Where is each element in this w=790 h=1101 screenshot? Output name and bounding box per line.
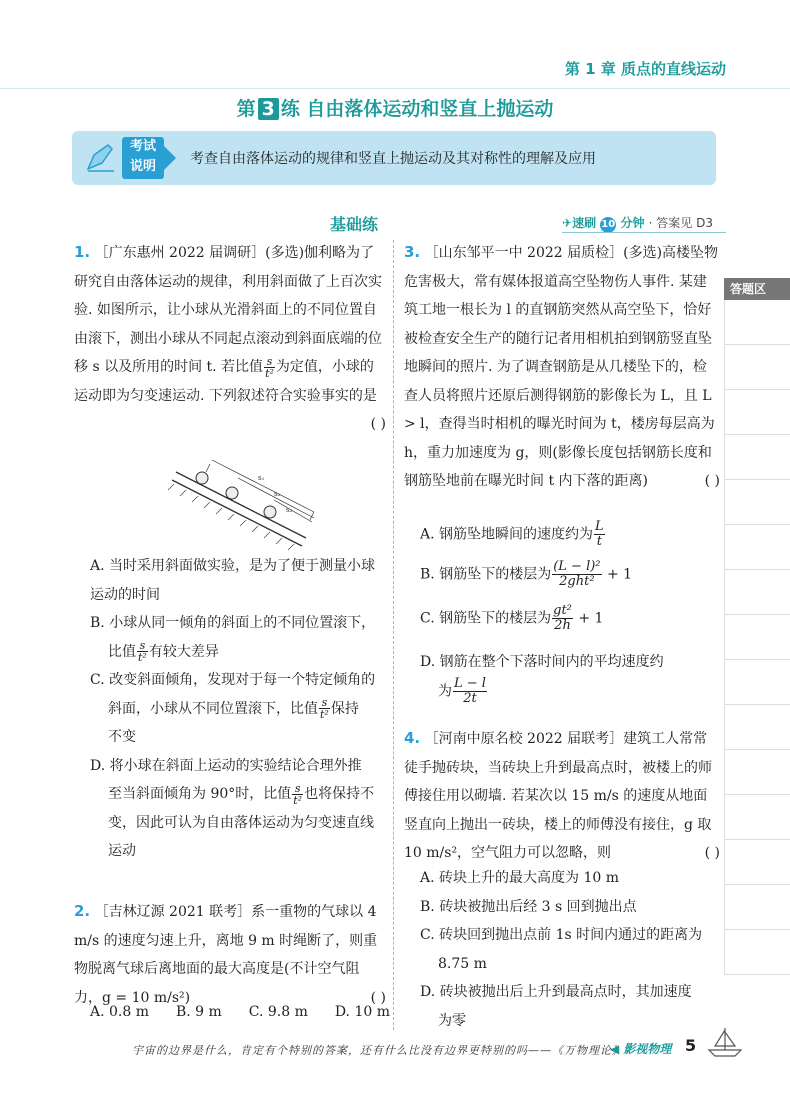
question-2 (74, 897, 386, 1012)
answer-bracket: ( ) (704, 845, 720, 861)
question-number: 3. (404, 243, 421, 261)
section-title: 基础练 (330, 215, 379, 234)
minutes-badge: 10 (600, 217, 616, 233)
option-c[interactable]: C. 钢筋坠下的楼层为 $\frac{\text{gt²}}{2h}$ + 1 (420, 603, 604, 633)
ball-3 (264, 506, 276, 518)
page-number: 5 (685, 1036, 697, 1055)
option-c[interactable]: C. 9.8 m (248, 1004, 308, 1020)
exam-tag-line2: 说明 (129, 159, 156, 174)
option-d[interactable]: D. 砖块被抛出后上升到最高点时，其加速度 为零 (420, 984, 692, 1029)
option-a[interactable]: A. 钢筋坠地瞬间的速度约为 $\frac{L}{t}$ (420, 519, 604, 549)
footer-quote: 宇宙的边界是什么，肯定有个特别的答案，还有什么比没有边界更特别的吗——《万物理论》 (132, 1044, 624, 1057)
ball-1 (196, 472, 208, 484)
question-1-text: ［广东惠州 2022 届调研］(多选)伽利略为了研究自由落体运动的规律，利用斜面做了上百次实验. 如图所示，让小球从光滑斜面上的不同位置自由滚下，测出小球从不同起点滚动到斜面底端的位移 s 以及所用的时间 t. 若比值 (74, 245, 382, 375)
answer-reference: · 答案见 D3 (648, 216, 713, 230)
option-d[interactable]: D. 10 m (334, 1004, 390, 1020)
speed-text: 速刷 (572, 216, 597, 230)
ship-icon (705, 1024, 745, 1058)
question-1 (74, 238, 386, 439)
exam-description-text: 考查自由落体运动的规律和竖直上抛运动及其对称性的理解及应用 (190, 151, 596, 167)
answer-bracket: ( ) (704, 473, 720, 489)
ratio-fraction: $\frac{s}{\text{t²}}$ (138, 639, 147, 664)
speed-underline (562, 232, 726, 233)
option-c[interactable]: C. 改变斜面倾角，发现对于每一个特定倾角的 斜面，小球从不同位置滚下，比值 $\frac{s}{\text{t²}}$ 保持 不变 (90, 666, 388, 752)
title-prefix: 第 (236, 98, 256, 120)
exam-tag (122, 137, 164, 179)
s3-label: s₃ (286, 506, 293, 514)
option-d[interactable]: D. 钢筋在整个下落时间内的平均速度约 为 $\frac{L - l}{2t}$ (420, 648, 720, 706)
option-b[interactable]: B. 砖块被抛出后经 3 s 回到抛出点 (420, 898, 637, 915)
question-3-text: ［山东邹平一中 2022 届质检］(多选)高楼坠物危害极大，常有媒体报道高空坠物伤人事件. 某建筑工地一根长为 l 的直钢筋突然从高空坠下，恰好被检查安全生产的随行记者用相机拍到钢筋竖直坠地瞬间的照片. 为了调查钢筋是从几楼坠下的，检查人员将照片还原后测得钢筋的影像长为 L，且 L > l，查得当时相机的曝光时间为 t，楼房每层高为 h，重力加速度为 g，则(影像长度包括钢筋长度和钢筋坠地前在曝光时间 t 内下落的距离) (404, 245, 719, 489)
title-number: 3 (258, 98, 279, 120)
option-b[interactable]: B. 9 m (175, 1004, 222, 1020)
option-b[interactable]: B. 钢筋坠下的楼层为 $\frac{\text{(L − l)²}}{\text{2ght²}}$ + 1 (420, 559, 633, 589)
question-1-options (90, 552, 388, 866)
ratio-fraction: $\frac{s}{\text{t²}}$ (320, 696, 329, 721)
question-2-text: ［吉林辽源 2021 联考］系一重物的气球以 4 m/s 的速度匀速上升，离地 9 m 时绳断了，则重物脱离气球后离地面的最大高度是(不计空气阻力，g = 10 m/s²) (74, 904, 378, 1006)
question-number: 4. (404, 729, 421, 747)
answer-area-lines (724, 300, 790, 975)
answer-bracket: ( ) (370, 416, 386, 432)
question-4 (404, 724, 720, 868)
footer-brand: ◀ 影视物理 (610, 1042, 672, 1056)
minutes-unit: 分钟 (620, 216, 645, 230)
ball-2 (226, 487, 238, 499)
chapter-header: 第 1 章 质点的直线运动 (564, 60, 726, 78)
title-text: 练 自由落体运动和竖直上抛运动 (280, 98, 554, 120)
option-d-line1: D. 将小球在斜面上运动的实验结论合理外推 (90, 757, 362, 774)
speed-icon: ✈ (562, 216, 573, 230)
question-number: 2. (74, 902, 91, 920)
option-a[interactable]: A. 砖块上升的最大高度为 10 m (420, 870, 620, 886)
s1-label: s₁ (258, 474, 265, 482)
incline-figure (166, 450, 326, 550)
question-3 (404, 238, 720, 496)
exam-description-banner (72, 131, 716, 185)
option-a[interactable]: A. 当时采用斜面做实验，是为了便于测量小球运动的时间 (90, 558, 376, 603)
option-c[interactable]: C. 砖块回到抛出点前 1s 时间内通过的距离为 8.75 m (420, 927, 703, 972)
question-1-text-end: 为定值，小球的运动即为匀变速运动. 下列叙述符合实验事实的是 (74, 359, 377, 404)
ratio-fraction: $\frac{s}{\text{t²}}$ (265, 354, 274, 380)
column-divider (393, 240, 394, 1030)
ratio-fraction: $\frac{s}{\text{t²}}$ (293, 781, 303, 807)
pen-icon (84, 141, 118, 175)
option-b[interactable]: B. 小球从同一倾角的斜面上的不同位置滚下， 比值 $\frac{s}{\text{t²}}$ 有较大差异 (90, 609, 388, 666)
s2-label: s₂ (274, 490, 281, 498)
option-c-line1: C. 改变斜面倾角，发现对于每一个特定倾角的 (90, 672, 376, 688)
option-b-line1: B. 小球从同一倾角的斜面上的不同位置滚下， (90, 615, 376, 631)
answer-bracket: ( ) (370, 989, 386, 1006)
speed-drill-label (562, 214, 713, 233)
question-number: 1. (74, 243, 91, 261)
option-d[interactable]: D. 将小球在斜面上运动的实验结论合理外推 至当斜面倾角为 90°时，比值 $\frac{s}{\text{t²}}$ 也将保持不 变，因此可认为自由落体运动为匀变速直线 运动 (90, 752, 388, 866)
question-4-options (420, 864, 720, 1035)
option-d-line1: D. 钢筋在整个下落时间内的平均速度约 (420, 654, 664, 670)
option-a[interactable]: A. 0.8 m (90, 1004, 150, 1020)
question-4-text: ［河南中原名校 2022 届联考］建筑工人常常徒手抛砖块，当砖块上升到最高点时，被楼上的师傅接住用以砌墙. 若某次以 15 m/s 的速度从地面竖直向上抛出一砖块，楼上的师傅没有接住，g 取 10 m/s²，空气阻力可以忽略，则 (404, 731, 712, 861)
answer-area-label: 答题区 (724, 278, 790, 300)
header-divider (0, 88, 790, 89)
exam-tag-line1: 考试 (129, 139, 156, 154)
page-title (0, 94, 790, 121)
question-2-options (90, 998, 390, 1027)
question-3-options (420, 520, 720, 706)
